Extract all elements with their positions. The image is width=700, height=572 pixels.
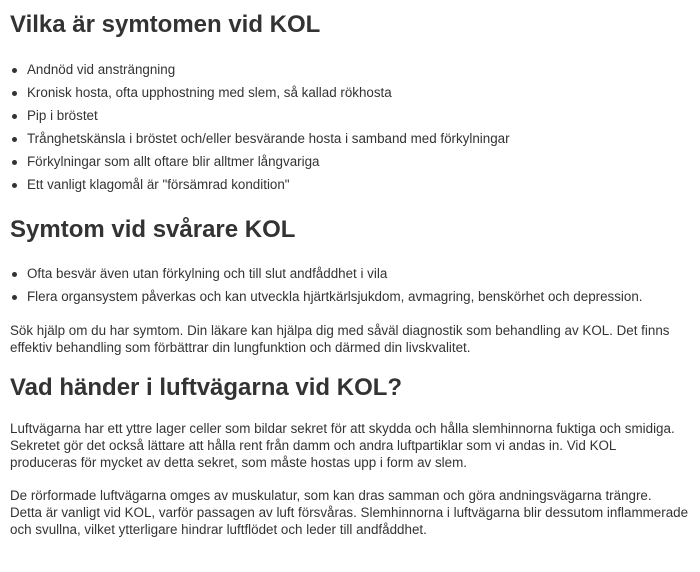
list-item-text: Pip i bröstet xyxy=(27,108,98,123)
list-item xyxy=(10,262,690,285)
bullet-icon xyxy=(12,91,17,96)
bullet-icon xyxy=(12,160,17,165)
list-item xyxy=(10,127,690,150)
list-item-text: Ett vanligt klagomål är "försämrad kondition" xyxy=(27,177,290,192)
list-item xyxy=(10,81,690,104)
heading-airways: Vad händer i luftvägarna vid KOL? xyxy=(10,374,403,401)
heading-symptoms: Vilka är symtomen vid KOL xyxy=(10,11,321,38)
bullet-icon xyxy=(12,114,17,119)
bullet-icon xyxy=(12,295,17,300)
airways-paragraph-2: De rörformade luftvägarna omges av muskulatur, som kan dras samman och göra andningsvägarna trängre. Detta är vanligt vid KOL, varför passagen av luft försvåras. Slemhinnorna i luftvägarna blir dessutom inflammerade och svullna, vilket ytterligare hindrar luftflödet och leder till andfåddhet. xyxy=(10,488,689,537)
bullet-icon xyxy=(12,137,17,142)
heading-severe-symptoms: Symtom vid svårare KOL xyxy=(10,216,296,243)
airways-paragraph-1: Luftvägarna har ett yttre lager celler som bildar sekret för att skydda och hålla slemhinnorna fuktiga och smidiga. Sekretet gör det också lättare att hålla rent från damm och andra luftpartiklar som vi andas in. Vid KOL produceras för mycket av detta sekret, som måste hostas upp i form av slem. xyxy=(10,421,675,470)
list-item xyxy=(10,58,690,81)
bullet-icon xyxy=(12,272,17,277)
seek-help-paragraph: Sök hjälp om du har symtom. Din läkare kan hjälpa dig med såväl diagnostik som behandling av KOL. Det finns effektiv behandling som förbättrar din lungfunktion och därmed din livskvalitet. xyxy=(10,323,670,355)
list-item-text: Flera organsystem påverkas och kan utveckla hjärtkärlsjukdom, avmagring, benskörhet och depression. xyxy=(27,289,643,304)
bullet-icon xyxy=(12,183,17,188)
list-item xyxy=(10,104,690,127)
list-item-text: Andnöd vid ansträngning xyxy=(27,62,176,77)
symptoms-list xyxy=(10,58,690,196)
list-item-text: Ofta besvär även utan förkylning och till slut andfåddhet i vila xyxy=(27,266,388,281)
list-item xyxy=(10,150,690,173)
list-item-text: Trånghetskänsla i bröstet och/eller besvärande hosta i samband med förkylningar xyxy=(27,131,510,146)
severe-symptoms-list xyxy=(10,262,690,308)
list-item-text: Förkylningar som allt oftare blir alltmer långvariga xyxy=(27,154,320,169)
list-item xyxy=(10,173,690,196)
bullet-icon xyxy=(12,68,17,73)
list-item-text: Kronisk hosta, ofta upphostning med slem, så kallad rökhosta xyxy=(27,85,392,100)
list-item xyxy=(10,285,690,308)
